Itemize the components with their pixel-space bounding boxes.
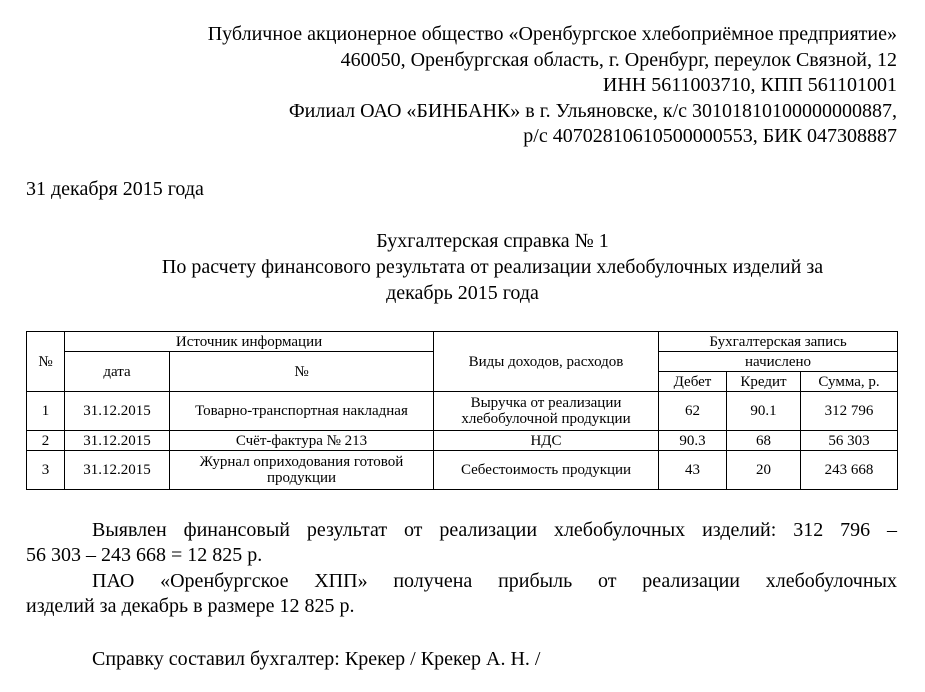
company-bank: Филиал ОАО «БИНБАНК» в г. Ульяновске, к/с 30101810100000000887, (288, 99, 897, 122)
row-credit: 20 (727, 451, 801, 490)
profit-line-1: ПАО «Оренбургское ХПП» получена прибыль от реализации хлебобулочных (92, 570, 897, 592)
result-line-2: 56 303 – 243 668 = 12 825 р. (26, 544, 263, 566)
source-header: Источник информации (65, 332, 434, 352)
result-paragraph (26, 518, 897, 568)
row-number: 2 (27, 431, 65, 451)
document-title: Бухгалтерская справка № 1 (376, 230, 609, 252)
debit-header: Дебет (659, 372, 727, 392)
source-date-header: дата (65, 352, 170, 392)
source-num-header: № (170, 352, 434, 392)
row-sum: 56 303 (801, 431, 898, 451)
row-debit: 43 (659, 451, 727, 490)
accounting-table (26, 331, 898, 490)
credit-header: Кредит (727, 372, 801, 392)
row-credit: 90.1 (727, 392, 801, 431)
document-subtitle: По расчету финансового результата от реализации хлебобулочных изделий за (161, 256, 824, 278)
table-row (27, 392, 898, 431)
row-credit: 68 (727, 431, 801, 451)
company-tax-ids: ИНН 5611003710, КПП 561101001 (602, 74, 897, 96)
document-date: 31 декабря 2015 года (26, 178, 204, 200)
row-date: 31.12.2015 (65, 451, 170, 490)
table-row (27, 451, 898, 490)
row-document: Товарно-транспортная накладная (170, 392, 434, 431)
sum-header: Сумма, р. (801, 372, 898, 392)
company-account: р/с 40702810610500000553, БИК 047308887 (523, 125, 897, 147)
row-kind: Выручка от реализации хлебобулочной продукции (434, 392, 659, 431)
row-debit: 62 (659, 392, 727, 431)
company-header (208, 22, 897, 150)
row-debit: 90.3 (659, 431, 727, 451)
result-line-1: Выявлен финансовый результат от реализации хлебобулочных изделий: 312 796 – (92, 519, 897, 541)
row-sum: 243 668 (801, 451, 898, 490)
signature-line: Справку составил бухгалтер: Крекер / Крекер А. Н. / (92, 648, 541, 670)
row-document: Счёт-фактура № 213 (170, 431, 434, 451)
document-subtitle-2: декабрь 2015 года (386, 282, 539, 304)
row-date: 31.12.2015 (65, 392, 170, 431)
company-address: 460050, Оренбургская область, г. Оренбург, переулок Связной, 12 (340, 48, 897, 71)
row-kind: Себестоимость продукции (434, 451, 659, 490)
profit-paragraph (26, 569, 897, 619)
entry-header: Бухгалтерская запись (659, 332, 898, 352)
row-sum: 312 796 (801, 392, 898, 431)
row-number: 1 (27, 392, 65, 431)
row-document: Журнал оприходования готовой продукции (170, 451, 434, 490)
row-date: 31.12.2015 (65, 431, 170, 451)
col-number-header: № (27, 332, 65, 392)
kinds-header: Виды доходов, расходов (434, 332, 659, 392)
row-number: 3 (27, 451, 65, 490)
company-name: Публичное акционерное общество «Оренбургское хлебоприёмное предприятие» (207, 23, 897, 45)
accrued-header: начислено (659, 352, 898, 372)
table-row (27, 431, 898, 451)
profit-line-2: изделий за декабрь в размере 12 825 р. (26, 595, 355, 617)
row-kind: НДС (434, 431, 659, 451)
